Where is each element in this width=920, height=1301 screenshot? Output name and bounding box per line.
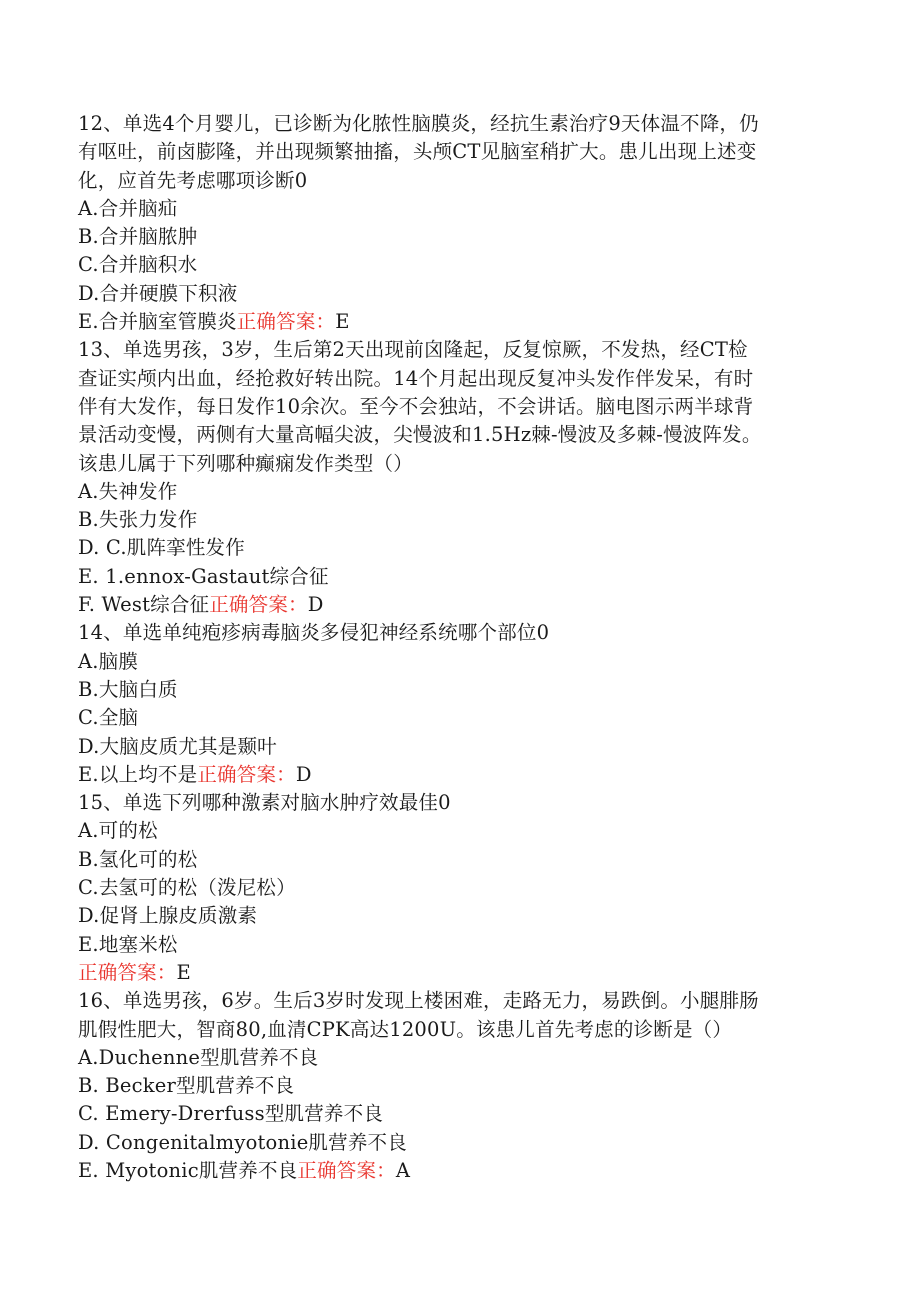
question-stem-line: 伴有大发作，每日发作10余次。至今不会独站，不会讲话。脑电图示两半球背 <box>78 394 754 418</box>
answer-label: 正确答案： <box>297 1158 396 1182</box>
option-d: D.促肾上腺皮质激素 <box>78 904 258 928</box>
option-d: D. Congenitalmyotonie肌营养不良 <box>78 1130 407 1154</box>
answer-value: E <box>176 960 191 984</box>
answer-label: 正确答案： <box>78 960 177 984</box>
option-c: C.去氢可的松（泼尼松） <box>78 876 296 900</box>
option-e: F. West综合征 <box>78 593 210 617</box>
answer-value: E <box>335 310 350 334</box>
answer-label: 正确答案： <box>209 593 308 617</box>
option-c: C.合并脑积水 <box>78 253 198 277</box>
option-b: B. Becker型肌营养不良 <box>78 1074 295 1098</box>
option-d: D.大脑皮质尤其是颞叶 <box>78 734 277 758</box>
option-e-with-answer <box>78 1157 838 1185</box>
question-stem-line: 14、单选单纯疱疹病毒脑炎多侵犯神经系统哪个部位0 <box>78 621 550 645</box>
option-e: E. Myotonic肌营养不良 <box>78 1158 298 1182</box>
option-e: E.合并脑室管膜炎 <box>78 310 237 334</box>
option-c: C. Emery-Drerfuss型肌营养不良 <box>78 1102 384 1126</box>
question-stem-line: 肌假性肥大，智商80,血清CPK高达1200U。该患儿首先考虑的诊断是（） <box>78 1017 733 1041</box>
option-a: A.可的松 <box>78 819 158 843</box>
question-16 <box>78 987 838 1185</box>
question-stem-line: 化，应首先考虑哪项诊断0 <box>78 168 308 192</box>
option-c: D. C.肌阵挛性发作 <box>78 536 245 560</box>
answer-value: D <box>295 762 312 786</box>
answer-value: A <box>395 1158 411 1182</box>
question-13 <box>78 336 838 619</box>
question-15 <box>78 789 838 987</box>
question-12 <box>78 110 838 336</box>
option-b: B.大脑白质 <box>78 677 178 701</box>
option-e: E.地塞米松 <box>78 932 178 956</box>
option-b: B.氢化可的松 <box>78 847 198 871</box>
question-stem-line: 查证实颅内出血，经抢救好转出院。14个月起出现反复冲头发作伴发呆，有时 <box>78 366 754 390</box>
option-c: C.全脑 <box>78 706 139 730</box>
question-stem-line: 景活动变慢，两侧有大量高幅尖波，尖慢波和1.5Hz棘-慢波及多棘-慢波阵发。 <box>78 423 762 447</box>
option-a: A.失神发作 <box>78 479 178 503</box>
option-a: A.脑膜 <box>78 649 139 673</box>
question-stem-line: 15、单选下列哪种激素对脑水肿疗效最佳0 <box>78 791 451 815</box>
option-d: D.合并硬膜下积液 <box>78 281 238 305</box>
option-d: E. 1.ennox-Gastaut综合征 <box>78 564 329 588</box>
question-stem-line: 该患儿属于下列哪种癫痫发作类型（） <box>78 451 413 475</box>
option-e-with-answer <box>78 761 838 789</box>
question-stem-line: 13、单选男孩，3岁，生后第2天出现前囟隆起，反复惊厥，不发热，经CT检 <box>78 338 748 362</box>
option-e-with-answer <box>78 591 838 619</box>
question-stem-line: 有呕吐，前卤膨隆，并出现频繁抽搐，头颅CT见脑室稍扩大。患儿出现上述变 <box>78 140 757 164</box>
answer-label: 正确答案： <box>236 310 336 334</box>
answer-label: 正确答案： <box>197 762 296 786</box>
question-stem-line: 16、单选男孩，6岁。生后3岁时发现上楼困难，走路无力，易跌倒。小腿腓肠 <box>78 989 759 1013</box>
answer-line <box>78 959 838 987</box>
option-a: A.Duchenne型肌营养不良 <box>78 1045 319 1069</box>
option-a: A.合并脑疝 <box>78 196 178 220</box>
option-e-with-answer <box>78 308 838 336</box>
option-b: B.失张力发作 <box>78 508 198 532</box>
option-b: B.合并脑脓肿 <box>78 225 198 249</box>
answer-value: D <box>307 593 324 617</box>
question-14 <box>78 619 838 789</box>
option-e: E.以上均不是 <box>78 762 198 786</box>
document-page <box>78 110 838 1185</box>
question-stem-line: 12、单选4个月婴儿，已诊断为化脓性脑膜炎，经抗生素治疗9天体温不降，仍 <box>78 112 759 135</box>
